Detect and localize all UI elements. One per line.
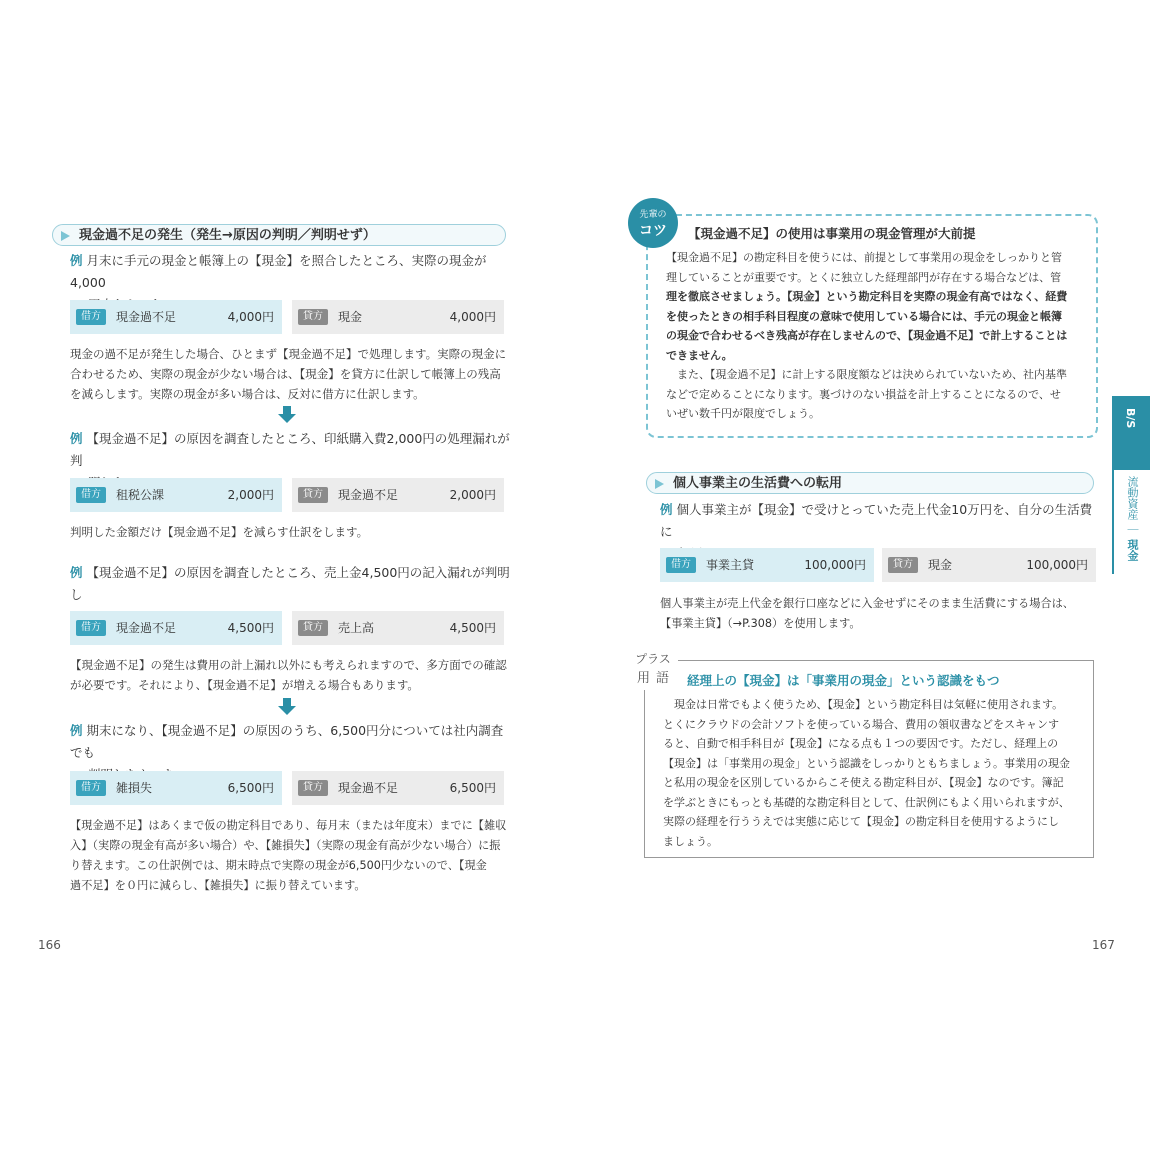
credit-amount: 6,500円 [449, 781, 496, 795]
text-line: 合わせるため、実際の現金が少ない場合は、【現金】を貸方に仕訳して帳簿上の残高 [70, 367, 501, 381]
credit-box [292, 300, 504, 334]
example-mark: 例 [70, 723, 83, 738]
debit-box [70, 771, 282, 805]
text-line: 理を徹底させましょう。【現金】という勘定科目を実際の現金有高ではなく、経費 [666, 290, 1068, 303]
debit-tag: 借方 [76, 309, 106, 325]
debit-box [70, 478, 282, 512]
section-header-cash-shortage [52, 224, 506, 246]
tab-sub-label: 現金 [1126, 539, 1139, 561]
text-line: ると、自動で相手科目が【現金】になる点も１つの要因です。ただし、経理上の [663, 737, 1059, 750]
credit-box [882, 548, 1096, 582]
debit-amount: 2,000円 [227, 488, 274, 502]
text-line: 理していることが重要です。とくに独立した経理部門が存在する場合などは、管 [666, 270, 1062, 284]
tab-top-label: B/S [1124, 408, 1137, 429]
text-line: を学ぶときにもっとも基礎的な勘定科目として、仕訳例にもよく用いられますが、 [663, 795, 1070, 809]
triangle-icon [655, 479, 664, 489]
text-line: り替えます。この仕訳例では、期末時点で実際の現金が6,500円少ないので、【現金 [70, 859, 487, 872]
tab-label: 流動資産 [1126, 476, 1139, 520]
example-mark: 例 [70, 565, 83, 580]
text-line: 入】（実際の現金有高が多い場合）や、【雑損失】（実際の現金有高が少ない場合）に振 [70, 839, 501, 852]
text-line: また、【現金過不足】に計上する限度額などは決められていないため、社内基準 [666, 368, 1068, 381]
credit-box [292, 478, 504, 512]
paragraph-5 [660, 594, 1100, 634]
text-line: 実際の経理を行ううえでは実態に応じて【現金】の勘定科目を使用するようにし [663, 815, 1059, 828]
text-line: ましょう。 [663, 834, 718, 848]
text-line: を減らします。実際の現金が多い場合は、反対に借方に仕訳します。 [70, 387, 425, 401]
debit-account: 雑損失 [116, 781, 153, 795]
text-line: 現金の過不足が発生した場合、ひとまず【現金過不足】で処理します。実際の現金に [70, 347, 507, 361]
example-text: 【現金過不足】の原因を調査したところ、印紙購入費2,000円の処理漏れが判 [70, 431, 510, 468]
section-header-private-use [646, 472, 1094, 494]
debit-amount: 6,500円 [227, 781, 274, 795]
badge-char: 用 [636, 671, 650, 686]
tip-title: 【現金過不足】の使用は事業用の現金管理が大前提 [688, 226, 976, 241]
text-line: 判明した金額だけ【現金過不足】を減らす仕訳をします。 [70, 525, 369, 539]
text-line: 現金は日常でもよく使うため、【現金】という勘定科目は気軽に使用されます。 [663, 698, 1064, 711]
credit-account: 現金過不足 [338, 488, 399, 502]
credit-amount: 4,500円 [449, 621, 496, 635]
plus-term-box [644, 660, 1094, 858]
credit-tag: 貸方 [298, 487, 328, 503]
credit-amount: 100,000円 [1026, 558, 1088, 572]
text-line: の現金で合わせるべき残高が存在しませんので、【現金過不足】で計上することは [666, 329, 1068, 342]
example-mark: 例 [70, 431, 83, 446]
text-line: を使ったときの相手科目程度の意味で使用している場合には、手元の現金と帳簿 [666, 309, 1062, 323]
debit-box [70, 300, 282, 334]
example-text: 個人事業主が【現金】で受けとっていた売上代金10万円を、自分の生活費に [660, 502, 1093, 539]
tip-body [666, 248, 1086, 424]
credit-tag: 貸方 [888, 557, 918, 573]
debit-tag: 借方 [666, 557, 696, 573]
debit-tag: 借方 [76, 487, 106, 503]
credit-account: 現金 [338, 310, 363, 324]
paragraph-2 [70, 522, 510, 542]
text-line: 【事業主貸】（→P.308）を使用します。 [660, 617, 861, 630]
debit-account: 事業主貸 [706, 558, 755, 572]
debit-amount: 4,000円 [227, 310, 274, 324]
credit-box [292, 771, 504, 805]
credit-account: 現金過不足 [338, 781, 399, 795]
text-line: とくにクラウドの会計ソフトを使っている場合、費用の領収書などをスキャンす [663, 717, 1059, 731]
side-index-tab: B/S 流動資産｜現金 [1112, 396, 1150, 574]
text-line: いぜい数千円が限度でしょう。 [666, 407, 820, 420]
paragraph-4 [70, 816, 510, 896]
credit-account: 現金 [928, 558, 953, 572]
example-text: 【現金過不足】の原因を調査したところ、売上金4,500円の記入漏れが判明し [70, 565, 510, 602]
debit-box [70, 611, 282, 645]
badge-char: 語 [656, 671, 670, 686]
credit-tag: 貸方 [298, 309, 328, 325]
example-text: 期末になり、【現金過不足】の原因のうち、6,500円分については社内調査でも [70, 723, 504, 760]
text-line: 【現金過不足】の発生は費用の計上漏れ以外にも考えられますので、多方面での確認 [70, 658, 507, 672]
debit-account: 租税公課 [116, 488, 165, 502]
paragraph-1 [70, 344, 510, 404]
credit-amount: 2,000円 [449, 488, 496, 502]
text-line: 個人事業主が売上代金を銀行口座などに入金せずにそのまま生活費にする場合は、 [660, 597, 1074, 610]
credit-amount: 4,000円 [449, 310, 496, 324]
badge-line: 先輩の [639, 210, 667, 220]
page-number-left: 166 [38, 938, 61, 952]
credit-tag: 貸方 [298, 780, 328, 796]
section-title: 個人事業主の生活費への転用 [673, 476, 843, 491]
debit-account: 現金過不足 [116, 621, 177, 635]
plus-term-badge [628, 650, 678, 690]
section-title: 現金過不足の発生（発生→原因の判明／判明せず） [79, 228, 376, 243]
debit-tag: 借方 [76, 780, 106, 796]
debit-tag: 借方 [76, 620, 106, 636]
badge-line: コツ [639, 223, 667, 239]
badge-line: プラス [635, 652, 671, 666]
example-text: 月末に手元の現金と帳簿上の【現金】を照合したところ、実際の現金が4,000 [70, 253, 487, 290]
example-mark: 例 [70, 253, 83, 268]
debit-amount: 100,000円 [804, 558, 866, 572]
credit-box [292, 611, 504, 645]
text-line: 【現金】は「事業用の現金」という認識をしっかりともちましょう。事業用の現金 [663, 756, 1070, 770]
credit-account: 売上高 [338, 621, 375, 635]
text-line: などで定めることになります。裏づけのない損益を計上することになるので、せ [666, 387, 1061, 401]
text-line: と私用の現金を区別しているからこそ使える勘定科目が、【現金】なのです。簿記 [663, 776, 1064, 789]
text-line: が必要です。それにより、【現金過不足】が増える場合もあります。 [70, 678, 419, 692]
text-line: 過不足】を０円に減らし、【雑損失】に振り替えています。 [70, 879, 366, 892]
debit-account: 現金過不足 [116, 310, 177, 324]
page-number-right: 167 [1092, 938, 1115, 952]
debit-box [660, 548, 874, 582]
plus-body [663, 695, 1083, 851]
triangle-icon [61, 231, 70, 241]
senpai-tip-badge [628, 198, 678, 248]
tip-box [646, 214, 1098, 438]
example-mark: 例 [660, 502, 673, 517]
paragraph-3 [70, 655, 510, 695]
debit-amount: 4,500円 [227, 621, 274, 635]
text-line: 【現金過不足】の勘定科目を使うには、前提として事業用の現金をしっかりと管 [666, 251, 1062, 264]
text-line: できません。 [666, 348, 733, 362]
credit-tag: 貸方 [298, 620, 328, 636]
plus-title: 経理上の【現金】は「事業用の現金」という認識をもつ [687, 673, 1000, 688]
text-line: 【現金過不足】はあくまで仮の勘定科目であり、毎月末（または年度末）までに【雑収 [70, 819, 507, 832]
